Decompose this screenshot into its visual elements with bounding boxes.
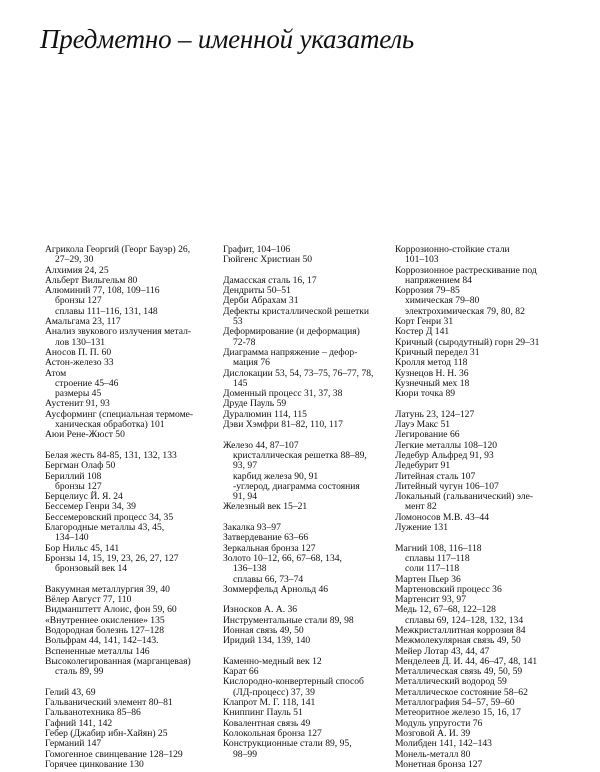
index-entry-heading: Видманштетт Алоис, фон 59, 60 [45, 604, 177, 616]
index-entry-heading: Гальванический элемент 80–81 [45, 697, 173, 709]
index-entry-heading: Гафний 141, 142 [45, 717, 113, 729]
index-entry-heading: Бергман Олаф 50 [45, 460, 116, 472]
index-entry-heading: Кричный передел 31 [395, 346, 480, 358]
index-entry-heading: Книппинг Пауль 51 [223, 707, 303, 719]
index-entry [45, 554, 203, 575]
index-entry-heading: Алюминий 77, 108, 109–116 [45, 285, 160, 297]
index-entry-heading: Друде Пауль 59 [223, 398, 287, 410]
index-entry [45, 430, 203, 440]
index-entry-continuation: сплавы 111–116, 131, 148 [55, 305, 158, 317]
index-entry-heading: Бор Нильс 45, 141 [45, 542, 120, 554]
index-entry-heading: Межмолекулярная связь 49, 50 [395, 635, 521, 647]
index-entry-heading: Латунь 23, 124–127 [395, 408, 475, 420]
index-entry-heading: Менделеев Д. И. 44, 46–47, 48, 141 [395, 655, 538, 667]
index-entry-heading: Колокольная бронза 127 [223, 727, 322, 739]
index-entry [223, 585, 381, 595]
index-entry-heading: Амальгама 23, 117 [45, 316, 121, 328]
index-columns [45, 244, 565, 770]
index-entry [395, 461, 565, 471]
index-entry-heading: Алхимия 24, 25 [45, 264, 109, 276]
index-entry [45, 358, 203, 368]
index-entry [395, 286, 565, 317]
index-entry-heading: Высоколегированная (марганцевая) [45, 655, 191, 667]
index-entry-heading: Аусформинг (специальная термоме- [45, 408, 194, 420]
index-entry-heading: Кислородно-конвертерный способ [223, 676, 364, 688]
index-entry-heading: Гебер (Джабир ибн-Хайян) 25 [45, 727, 168, 739]
index-entry [395, 389, 565, 399]
index-entry [45, 760, 203, 770]
index-entry-heading: Бронзы 14, 15, 19, 23, 26, 27, 127 [45, 552, 179, 564]
index-entry [45, 369, 203, 400]
index-entry-heading: Бессемеровский процесс 34, 35 [45, 511, 174, 523]
index-entry-heading: Литейный чугун 106–107 [395, 480, 499, 492]
index-entry [45, 739, 203, 749]
index-entry [223, 348, 381, 369]
index-entry-heading: Металлический водород 59 [395, 676, 507, 688]
index-entry-heading: Дерби Абрахам 31 [223, 295, 299, 307]
index-entry-heading: Молибден 141, 142–143 [395, 738, 492, 750]
index-entry [223, 554, 381, 585]
index-entry-heading: Бериллий 108 [45, 470, 102, 482]
index-entry-heading: Горячее цинкование 130 [45, 758, 144, 770]
index-entry-heading: Конструкционные стали 89, 95, [223, 738, 352, 750]
index-entry-heading: Атом [45, 367, 67, 379]
index-entry-heading: Лауэ Макс 51 [395, 419, 451, 431]
index-entry-heading: Кузнецов Н. Н. 36 [395, 367, 469, 379]
index-entry-heading: Гомогенное свинцевание 128–129 [45, 748, 183, 760]
index-entry-heading: Вёлер Август 77, 110 [45, 594, 132, 606]
index-entry-heading: Ледебурит 91 [395, 460, 451, 472]
index-entry-heading: Мартенсит 93, 97 [395, 594, 467, 606]
index-entry-continuation: 134–140 [55, 532, 89, 544]
index-entry-continuation: 72-78 [233, 336, 256, 348]
index-entry-continuation: строение 45–46 [55, 377, 119, 389]
index-entry-continuation: бронзы 127 [55, 295, 102, 307]
page-title: Предметно – именной указатель [40, 24, 415, 54]
index-entry-continuation: кристаллическая решетка 88–89, [233, 449, 367, 461]
index-entry-heading: Клапрот М. Г. 118, 141 [223, 697, 316, 709]
index-entry [395, 245, 565, 266]
index-entry-heading: Зеркальная бронза 127 [223, 542, 316, 554]
index-entry-continuation: сплавы 66, 73–74 [233, 573, 304, 585]
index-entry-heading: Медь 12, 67–68, 122–128 [395, 604, 496, 616]
index-entry-continuation: 93, 97 [233, 460, 257, 472]
index-column-3 [395, 244, 565, 770]
index-entry-heading: Модуль упругости 76 [395, 717, 483, 729]
index-entry [223, 255, 381, 265]
index-entry [223, 327, 381, 348]
index-entry-continuation: карбид железа 90, 91 [233, 470, 319, 482]
index-entry-heading: Дэви Хэмфри 81–82, 110, 117 [223, 419, 343, 431]
index-entry-heading: Дендриты 50–51 [223, 285, 291, 297]
index-entry-continuation: 98–99 [233, 748, 257, 760]
index-entry [45, 657, 203, 678]
index-entry-heading: Инструментальные стали 89, 98 [223, 614, 354, 626]
index-entry [395, 266, 565, 287]
index-entry-continuation: мент 82 [405, 501, 437, 513]
index-entry-heading: Диаграмма напряжение – дефор- [223, 346, 358, 358]
index-entry-heading: Каменно-медный век 12 [223, 655, 322, 667]
index-entry-heading: Ледебур Альфред 91, 93 [395, 449, 494, 461]
index-entry-heading: Гелий 43, 69 [45, 686, 96, 698]
index-entry-heading: Анализ звукового излучения метал- [45, 326, 192, 338]
index-entry-continuation: -углерод, диаграмма состояния [233, 480, 360, 492]
index-entry-heading: Литейная сталь 107 [395, 470, 476, 482]
index-entry-heading: Агрикола Георгий (Георг Бауэр) 26, [45, 244, 191, 255]
index-entry-heading: Благородные металлы 43, 45, [45, 522, 165, 534]
index-entry-heading: Ломоносов М.В. 43–44 [395, 511, 490, 523]
index-entry-heading: Закалка 93–97 [223, 522, 281, 534]
index-entry-heading: Железный век 15–21 [223, 501, 308, 513]
index-entry-continuation: (ЛД-процесс) 37, 39 [233, 686, 315, 698]
index-entry-heading: Германий 147 [45, 738, 102, 750]
index-entry-heading: Коррозионное растрескивание под [395, 264, 537, 276]
index-entry-heading: Золото 10–12, 66, 67–68, 134, [223, 552, 342, 564]
index-entry-heading: Зоммерфельд Арнольд 46 [223, 583, 329, 595]
index-entry-heading: Вспененные металлы 146 [45, 645, 150, 657]
index-entry-heading: Мартеновский процесс 36 [395, 583, 502, 595]
index-entry-heading: Аюи Рене-Жюст 50 [45, 429, 125, 441]
index-entry-heading: Мартен Пьер 36 [395, 573, 461, 585]
index-entry-heading: Астон-железо 33 [45, 357, 114, 369]
index-entry-heading: Мейер Лотар 43, 44, 47 [395, 645, 490, 657]
index-entry-continuation: химическая 79–80 [405, 295, 480, 307]
index-entry-heading: Металлическое состояние 58–62 [395, 686, 528, 698]
index-entry-heading: Кричный (сыродутный) горн 29–31 [395, 336, 540, 348]
index-entry [223, 420, 381, 430]
index-entry-continuation: электрохимическая 79, 80, 82 [405, 305, 525, 317]
index-entry-continuation: 27–29, 30 [55, 254, 94, 266]
index-entry-heading: Берцелиус Й. Я. 24 [45, 491, 123, 503]
index-entry-continuation: ханическая обработка) 101 [55, 419, 165, 431]
index-entry-continuation: лов 130–131 [55, 336, 106, 348]
index-entry-continuation: соли 117–118 [405, 563, 460, 575]
index-entry-continuation: сплавы 117–118 [405, 552, 470, 564]
index-entry-continuation: 145 [233, 377, 248, 389]
index-column-1 [45, 244, 203, 770]
index-entry [45, 245, 203, 266]
index-entry-heading: Коррозионно-стойкие стали [395, 244, 510, 255]
index-entry-heading: Костер Д 141 [395, 326, 450, 338]
index-entry-heading: Дислокации 53, 54, 73–75, 76–77, 78, [223, 367, 374, 379]
index-entry-continuation: напряжением 84 [405, 274, 472, 286]
index-entry-heading: Мозговой А. И. 39 [395, 727, 471, 739]
index-entry-heading: Иридий 134, 139, 140 [223, 635, 311, 647]
index-entry [45, 410, 203, 431]
index-entry-heading: Гюйгенс Христиан 50 [223, 254, 313, 266]
index-entry-heading: Аустенит 91, 93 [45, 398, 110, 410]
index-entry [395, 523, 565, 533]
index-entry-heading: Аносов П. П. 60 [45, 346, 112, 358]
index-entry-heading: Дефекты кристаллической решетки [223, 305, 370, 317]
index-entry-continuation: 91, 94 [233, 491, 257, 503]
index-entry-heading: Вакуумная металлургия 39, 40 [45, 583, 170, 595]
index-entry [395, 492, 565, 513]
index-entry-heading: Вольфрам 44, 141, 142–143. [45, 635, 159, 647]
index-entry-heading: Легкие металлы 108–120 [395, 439, 498, 451]
index-entry-heading: Межкристаллитная коррозия 84 [395, 624, 526, 636]
index-entry [223, 677, 381, 698]
index-entry [45, 472, 203, 493]
index-entry-heading: Износков А. А. 36 [223, 604, 298, 616]
index-entry [45, 286, 203, 317]
index-entry [223, 307, 381, 328]
index-entry-heading: Водородная болезнь 127–128 [45, 624, 164, 636]
index-entry-heading: Коррозия 79–85 [395, 285, 460, 297]
index-entry [223, 441, 381, 503]
index-entry-heading: Корт Генри 31 [395, 316, 454, 328]
index-entry-continuation: 53 [233, 316, 243, 328]
index-entry-heading: Гальванотехника 85–86 [45, 707, 141, 719]
index-entry-heading: Графит, 104–106 [223, 244, 291, 255]
index-entry-continuation: сталь 89, 99 [55, 666, 104, 678]
index-entry-heading: Доменный процесс 31, 37, 38 [223, 388, 343, 400]
index-entry-heading: Кролля метод 118 [395, 357, 468, 369]
index-entry [223, 502, 381, 512]
index-entry-heading: Металлическая связь 49, 50, 59 [395, 666, 523, 678]
index-entry-heading: Затвердевание 63–66 [223, 532, 309, 544]
index-entry-heading: Монель-металл 80 [395, 748, 471, 760]
index-entry [395, 760, 565, 770]
index-entry-heading: Метеоритное железо 15, 16, 17 [395, 707, 521, 719]
index-entry-heading: Деформирование (и деформация) [223, 326, 360, 338]
index-entry-heading: Легирование 66 [395, 429, 460, 441]
index-entry-heading: Железо 44, 87–107 [223, 439, 299, 451]
index-entry-continuation: 101–103 [405, 254, 439, 266]
index-entry [45, 461, 203, 471]
index-entry [223, 739, 381, 760]
index-entry-continuation: размеры 45 [55, 388, 102, 400]
index-entry-heading: Дамасская сталь 16, 17 [223, 274, 317, 286]
index-entry [395, 605, 565, 626]
index-entry [395, 739, 565, 749]
index-entry-heading: Кузнечный мех 18 [395, 377, 470, 389]
index-entry [395, 544, 565, 575]
index-entry-heading: Ионная связь 49, 50 [223, 624, 304, 636]
index-entry [223, 369, 381, 390]
index-entry-heading: Дуралюмин 114, 115 [223, 408, 307, 420]
index-entry-heading: Монетная бронза 127 [395, 758, 483, 770]
index-entry-heading: Белая жесть 84-85, 131, 132, 133 [45, 449, 177, 461]
index-entry-heading: Альберт Вильгельм 80 [45, 274, 138, 286]
index-entry-heading: Локальный (гальванический) эле- [395, 491, 534, 503]
index-entry-continuation: бронзовый век 14 [55, 563, 128, 575]
index-entry-heading: Магний 108, 116–118 [395, 542, 482, 554]
index-entry [45, 327, 203, 348]
index-entry [223, 636, 381, 646]
index-entry-heading: Ковалентная связь 49 [223, 717, 311, 729]
index-column-2 [223, 245, 381, 765]
index-entry-heading: Кюри точка 89 [395, 388, 456, 400]
index-entry [45, 523, 203, 544]
index-entry-continuation: мация 76 [233, 357, 270, 369]
index-entry-continuation: бронзы 127 [55, 480, 102, 492]
index-entry-heading: Бессемер Генри 34, 39 [45, 501, 136, 513]
index-entry-continuation: сплавы 69, 124–128, 132, 134 [405, 614, 524, 626]
index-entry-heading: Лужение 131 [395, 522, 449, 534]
index-entry-continuation: 136–138 [233, 563, 267, 575]
index-entry-heading: Карат 66 [223, 666, 259, 678]
index-entry-heading: «Внутреннее окисление» 135 [45, 614, 165, 626]
index-entry-heading: Металлография 54–57, 59–60 [395, 697, 515, 709]
